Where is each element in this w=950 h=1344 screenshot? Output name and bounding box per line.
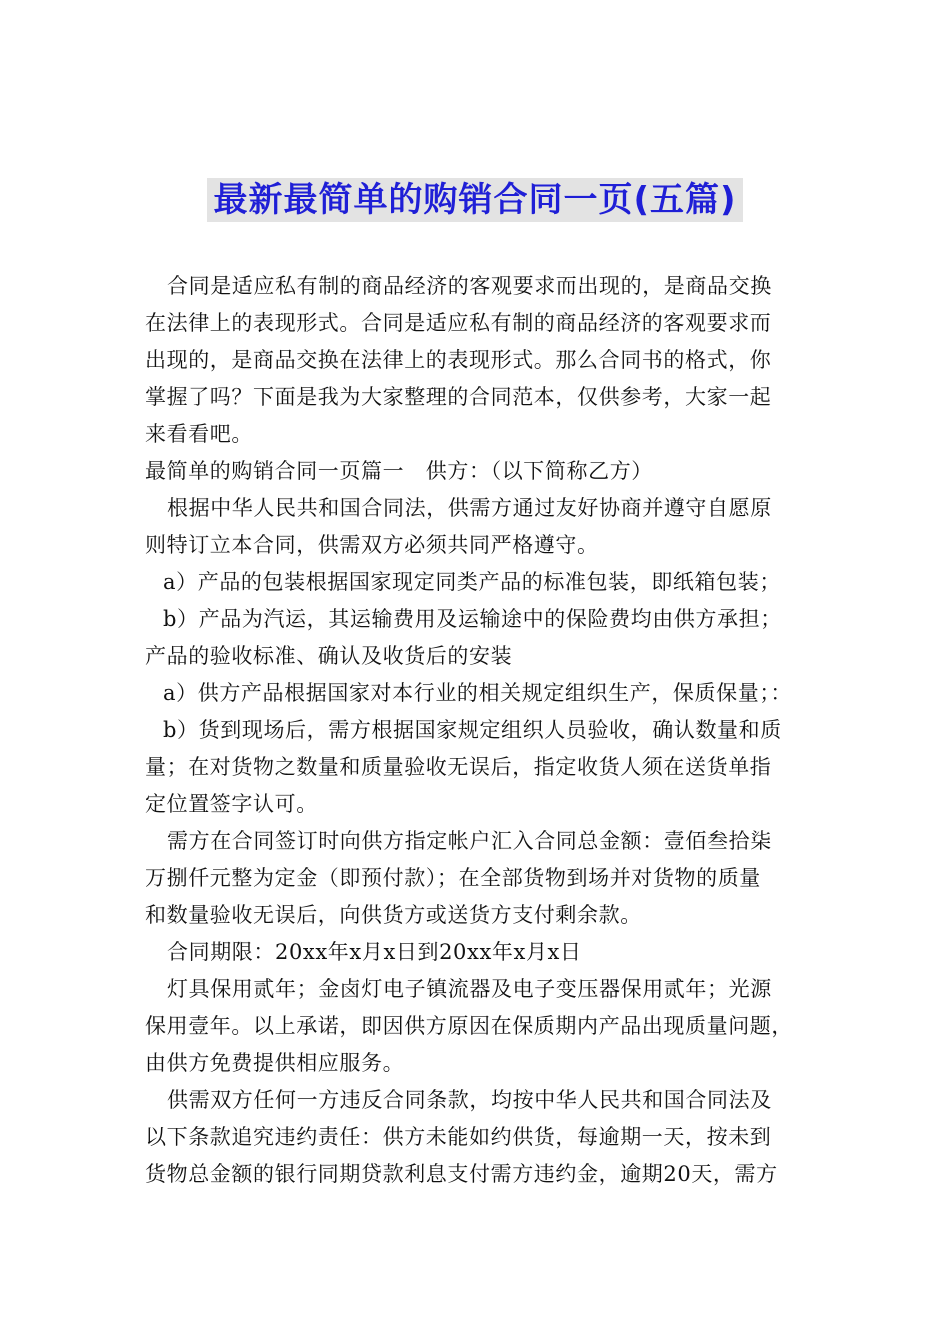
paragraph-line: 出现的，是商品交换在法律上的表现形式。那么合同书的格式，你 <box>145 348 772 372</box>
paragraph-line: 和数量验收无误后，向供货方或送货方支付剩余款。 <box>145 903 642 927</box>
section-heading-line: 最简单的购销合同一页篇一 供方：（以下简称乙方） <box>145 459 653 483</box>
paragraph-line: 由供方免费提供相应服务。 <box>145 1051 405 1075</box>
document-title: 最新最简单的购销合同一页(五篇) <box>207 178 742 222</box>
list-item-line: a）供方产品根据国家对本行业的相关规定组织生产，保质保量；： <box>163 681 793 705</box>
paragraph-line: 量；在对货物之数量和质量验收无误后，指定收货人须在送货单指 <box>145 755 772 779</box>
paragraph-line: 保用壹年。以上承诺，即因供方原因在保质期内产品出现质量问题， <box>145 1014 793 1038</box>
paragraph-line: 灯具保用贰年；金卤灯电子镇流器及电子变压器保用贰年；光源 <box>167 977 772 1001</box>
title-container <box>0 178 950 222</box>
paragraph-line: 来看看吧。 <box>145 422 253 446</box>
paragraph-line: 供需双方任何一方违反合同条款，均按中华人民共和国合同法及 <box>167 1088 772 1112</box>
paragraph-line: 根据中华人民共和国合同法，供需方通过友好协商并遵守自愿原 <box>167 496 772 520</box>
list-item-line: b）货到现场后，需方根据国家规定组织人员验收，确认数量和质 <box>163 718 782 742</box>
paragraph-line: 万捌仟元整为定金（即预付款）；在全部货物到场并对货物的质量 <box>145 866 761 890</box>
paragraph-line: 需方在合同签订时向供方指定帐户汇入合同总金额：壹佰叁拾柒 <box>167 829 772 853</box>
paragraph-line: 定位置签字认可。 <box>145 792 318 816</box>
paragraph-line: 合同是适应私有制的商品经济的客观要求而出现的，是商品交换 <box>167 274 772 298</box>
paragraph-line: 合同期限：20xx年x月x日到20xx年x月x日 <box>167 940 582 964</box>
document-body <box>145 268 810 1193</box>
list-item-line: a）产品的包装根据国家现定同类产品的标准包装，即纸箱包装； <box>163 570 781 594</box>
paragraph-line: 产品的验收标准、确认及收货后的安装 <box>145 644 513 668</box>
paragraph-line: 以下条款追究违约责任：供方未能如约供货，每逾期一天，按未到 <box>145 1125 772 1149</box>
paragraph-line: 则特订立本合同，供需双方必须共同严格遵守。 <box>145 533 599 557</box>
paragraph-line: 货物总金额的银行同期贷款利息支付需方违约金，逾期20天，需方 <box>145 1162 778 1186</box>
paragraph-line: 在法律上的表现形式。合同是适应私有制的商品经济的客观要求而 <box>145 311 772 335</box>
list-item-line: b）产品为汽运，其运输费用及运输途中的保险费均由供方承担； <box>163 607 782 631</box>
paragraph-line: 掌握了吗？下面是我为大家整理的合同范本，仅供参考，大家一起 <box>145 385 772 409</box>
